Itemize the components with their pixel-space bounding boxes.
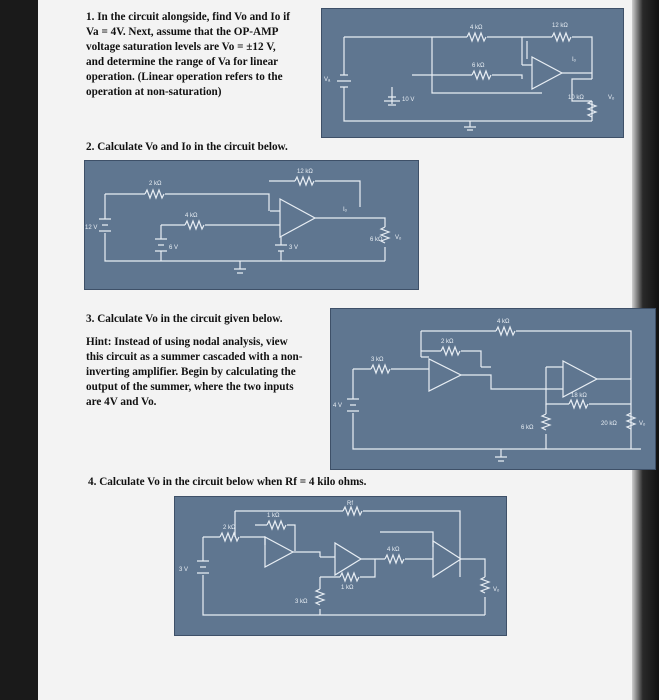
problem-4-label-3k: 3 kΩ [295, 599, 308, 605]
problem-3-line-4: inverting amplifier. Begin by calculating the [86, 366, 296, 378]
problem-2-label-3v: 3 V [289, 245, 299, 251]
problem-3-text [86, 312, 326, 410]
problem-4-label-3v: 3 V [179, 567, 189, 573]
problem-2-label-6v: 6 V [169, 245, 179, 251]
problem-4-label-2k: 2 kΩ [223, 525, 236, 531]
problem-1-label-io: Iₒ [572, 57, 576, 63]
problem-2-label-vo: Vₒ [395, 235, 402, 241]
problem-1-line-2: Va = 4V. Next, assume that the OP-AMP [86, 26, 279, 38]
problem-4-circuit-figure [174, 496, 507, 636]
problem-1-circuit-figure [321, 8, 624, 138]
problem-3-line-2: Hint: Instead of using nodal analysis, view [86, 336, 288, 348]
problem-1-label-10k: 10 kΩ [568, 95, 584, 101]
problem-3-line-5: output of the summer, where the two inputs [86, 381, 294, 393]
problem-1-label-6k: 6 kΩ [472, 63, 485, 69]
problem-1-line-6: operation at non-saturation) [86, 86, 222, 98]
problem-4-text [88, 475, 448, 490]
problem-3-label-6k: 6 kΩ [521, 425, 534, 431]
problem-1-line-1: 1. In the circuit alongside, find Vo and Io if [86, 11, 291, 23]
problem-2-label-12v: 12 V [85, 225, 98, 231]
problem-3-label-4k: 4 kΩ [497, 319, 510, 325]
problem-3-label-3k: 3 kΩ [371, 357, 384, 363]
problem-3-label-vo: Vₒ [639, 421, 646, 427]
problem-4-label-vo: Vₒ [493, 587, 500, 593]
problem-2-label-io: Iₒ [343, 207, 347, 213]
problem-3-label-4v: 4 V [333, 403, 343, 409]
problem-3-circuit-figure [330, 308, 656, 470]
problem-3-label-2k: 2 kΩ [441, 339, 454, 345]
problem-2-text [86, 140, 386, 155]
problem-1-label-10v: 10 V [402, 97, 415, 103]
problem-1-label-vo: Vₒ [608, 95, 615, 101]
problem-3-line-6: are 4V and Vo. [86, 396, 157, 408]
problem-3-line-1: 3. Calculate Vo in the circuit given below. [86, 313, 283, 325]
problem-2-label-6k: 6 kΩ [370, 237, 383, 243]
problem-2-label-2k: 2 kΩ [149, 181, 162, 187]
problem-4-label-rf: Rf [347, 501, 353, 507]
problem-2-circuit-figure [84, 160, 419, 290]
problem-2-label-4k: 4 kΩ [185, 213, 198, 219]
problem-3-label-20k: 20 kΩ [601, 421, 617, 427]
problem-1-line-5: operation. (Linear operation refers to the [86, 71, 283, 83]
problem-4-label-1k-b: 1 kΩ [341, 585, 354, 591]
problem-3-label-18k: 18 kΩ [571, 393, 587, 399]
problem-1-text [86, 10, 316, 100]
problem-4-label-1k-a: 1 kΩ [267, 513, 280, 519]
problem-2-line-1: 2. Calculate Vo and Io in the circuit below. [86, 141, 288, 153]
problem-1-line-4: and determine the range of Va for linear [86, 56, 279, 68]
problem-1-label-4k: 4 kΩ [470, 25, 483, 31]
problem-3-line-3: this circuit as a summer cascaded with a non- [86, 351, 303, 363]
problem-1-label-va: Vₐ [324, 77, 331, 83]
problem-4-line-1: 4. Calculate Vo in the circuit below when Rf = 4 kilo ohms. [88, 476, 367, 488]
problem-2-label-12k: 12 kΩ [297, 169, 313, 175]
problem-1-line-3: voltage saturation levels are Vo = ±12 V, [86, 41, 276, 53]
problem-4-label-4k: 4 kΩ [387, 547, 400, 553]
problem-1-label-12k: 12 kΩ [552, 23, 568, 29]
